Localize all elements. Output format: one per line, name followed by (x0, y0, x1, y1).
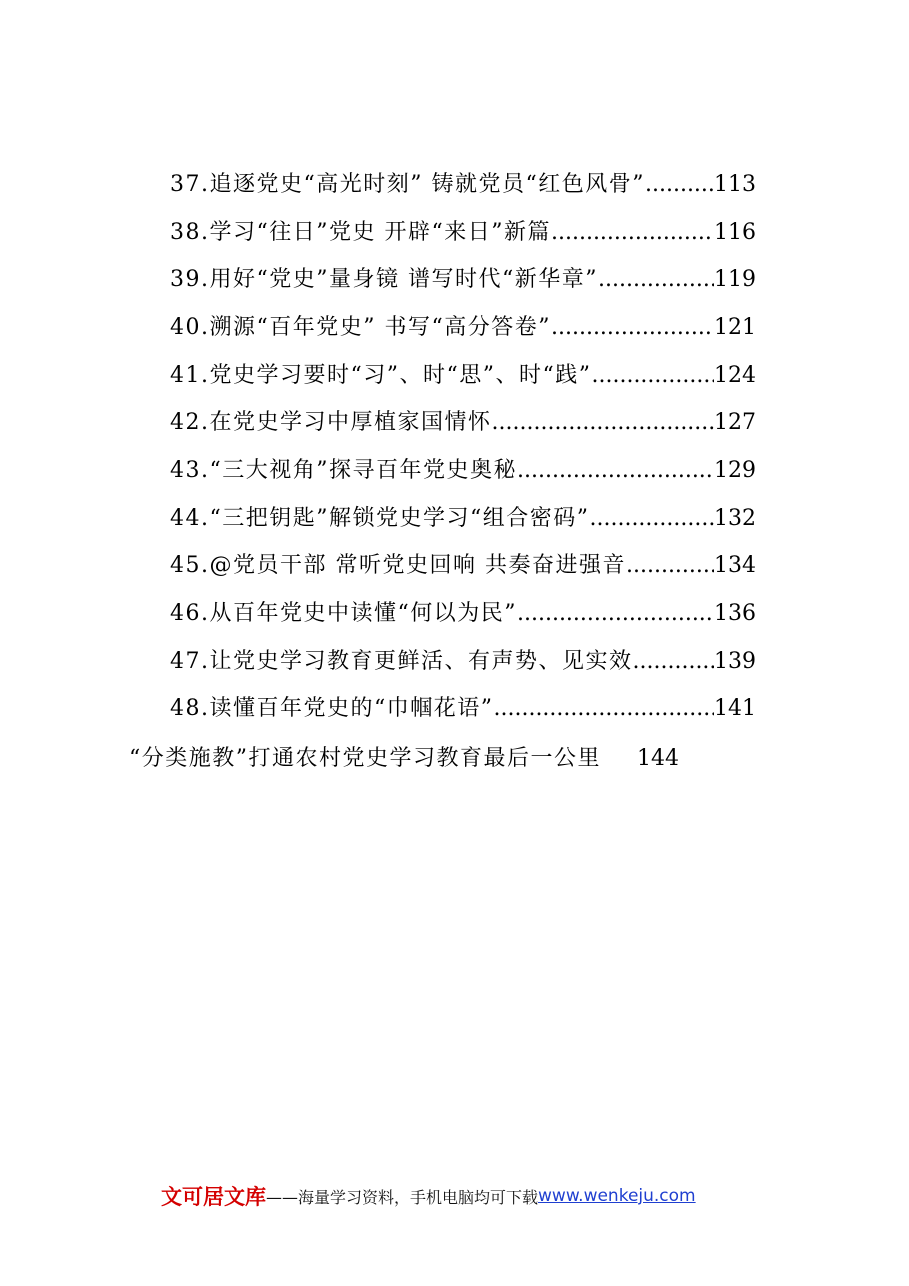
toc-entry[interactable] (170, 166, 756, 200)
toc-dot-leader (589, 504, 714, 534)
toc-page-number: 124 (714, 363, 756, 388)
toc-entry-unnumbered[interactable] (129, 740, 679, 774)
toc-entry[interactable] (170, 357, 756, 391)
toc-dot-leader (645, 170, 714, 200)
footer-banner (161, 1180, 696, 1212)
toc-entry-title: 37.追逐党史“高光时刻” 铸就党员“红色风骨” (170, 172, 645, 197)
toc-entry[interactable] (170, 261, 756, 295)
toc-entry-title: 39.用好“党史”量身镜 谱写时代“新华章” (170, 267, 598, 292)
toc-dot-leader (626, 551, 714, 581)
toc-entry[interactable] (170, 643, 756, 677)
toc-entry[interactable] (170, 690, 756, 724)
toc-page-number: 113 (714, 172, 756, 197)
toc-entry[interactable] (170, 595, 756, 629)
toc-entry[interactable] (170, 452, 756, 486)
toc-entry-title: “分类施教”打通农村党史学习教育最后一公里 (129, 746, 601, 771)
toc-entry-title: 46.从百年党史中读懂“何以为民” (170, 601, 517, 626)
toc-page-number: 119 (714, 267, 756, 292)
toc-entry-title: 38.学习“往日”党史 开辟“来日”新篇 (170, 220, 551, 245)
toc-dot-leader (551, 218, 714, 248)
toc-page-number: 132 (714, 506, 756, 531)
toc-entry[interactable] (170, 214, 756, 248)
toc-page-number: 144 (637, 746, 679, 771)
toc-page-number: 127 (714, 410, 756, 435)
toc-entry-title: 47.让党史学习教育更鲜活、有声势、见实效 (170, 649, 633, 674)
toc-dot-leader (551, 313, 714, 343)
toc-dot-leader (633, 647, 715, 677)
toc-dot-leader (492, 408, 715, 438)
toc-page-number: 129 (714, 458, 756, 483)
toc-dot-leader (517, 456, 714, 486)
toc-dot-leader (517, 599, 714, 629)
toc-entry[interactable] (170, 500, 756, 534)
toc-page-number: 116 (714, 220, 756, 245)
footer-tagline: ——海量学习资料，手机电脑均可下载 (266, 1187, 539, 1207)
toc-entry-title: 42.在党史学习中厚植家国情怀 (170, 410, 492, 435)
toc-entry-title: 45.@党员干部 常听党史回响 共奏奋进强音 (170, 553, 626, 578)
toc-dot-leader (591, 361, 714, 391)
toc-entry-title: 48.读懂百年党史的“巾帼花语” (170, 696, 494, 721)
toc-entry[interactable] (170, 547, 756, 581)
toc-entry-title: 43.“三大视角”探寻百年党史奥秘 (170, 458, 517, 483)
toc-entry[interactable] (170, 309, 756, 343)
toc-page-number: 136 (714, 601, 756, 626)
toc-dot-leader (598, 265, 714, 295)
toc-entry-title: 44.“三把钥匙”解锁党史学习“组合密码” (170, 506, 590, 531)
toc-entry-title: 40.溯源“百年党史” 书写“高分答卷” (170, 315, 551, 340)
toc-page-number: 134 (714, 553, 756, 578)
footer-website-link[interactable]: www.wenkeju.com (538, 1186, 696, 1206)
toc-page-number: 139 (714, 649, 756, 674)
toc-entry[interactable] (170, 404, 756, 438)
toc-page-number: 121 (714, 315, 756, 340)
toc-entry-title: 41.党史学习要时“习”、时“思”、时“践” (170, 363, 592, 388)
footer-brand: 文可居文库 (161, 1185, 266, 1209)
toc-dot-leader (493, 694, 714, 724)
toc-page-number: 141 (714, 696, 756, 721)
